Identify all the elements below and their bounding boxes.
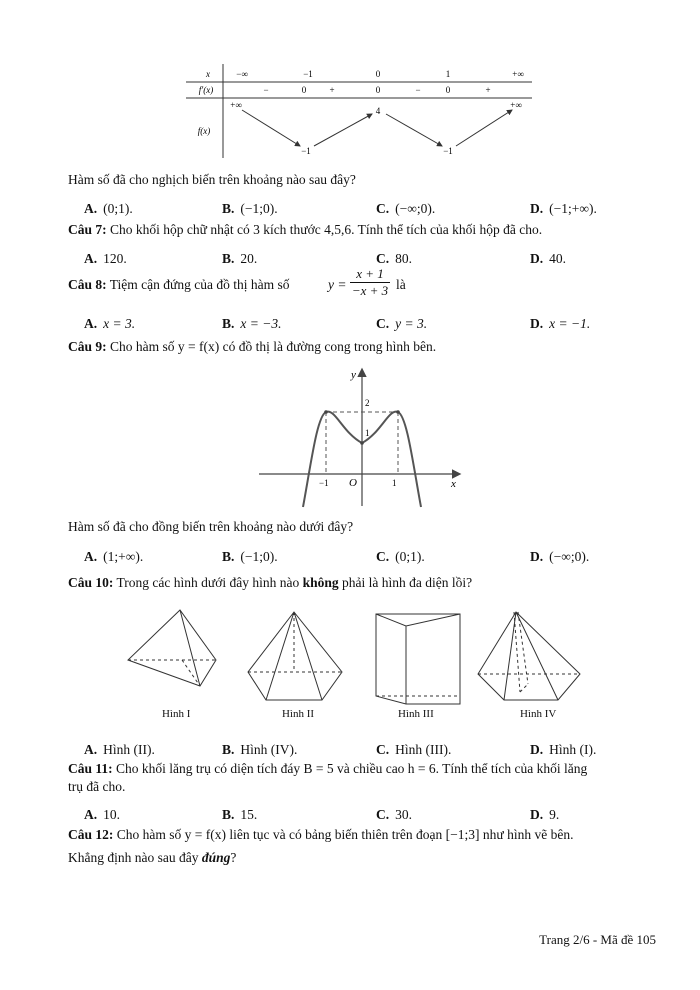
option-b[interactable]: B. (−1;0). (222, 549, 278, 564)
f-value-right-top: +∞ (510, 100, 522, 110)
row-f-label: f(x) (197, 126, 211, 136)
q8-after: là (396, 277, 406, 292)
q10-options (0, 741, 700, 759)
x-value: +∞ (512, 69, 524, 79)
tick-neg1: −1 (319, 478, 329, 488)
y-axis-label: y (351, 369, 356, 381)
option-d[interactable]: D. (−∞;0). (530, 549, 590, 564)
q9-text (68, 338, 436, 356)
q8-body: Tiệm cận đứng của đồ thị hàm số (109, 277, 290, 292)
q10-text (68, 574, 472, 592)
q11-body: Cho khối lăng trụ có diện tích đáy B = 5 và chiều cao h = 6. Tính thể tích của khối lăng (116, 761, 588, 776)
q12-emphasis: đúng (201, 850, 231, 865)
q8-y-eq: y = (328, 277, 347, 292)
x-value: 1 (445, 69, 451, 79)
option-d[interactable]: D. Hình (I). (530, 742, 597, 757)
fp-sign: + (329, 85, 335, 95)
x-axis-label: x (451, 478, 456, 490)
figure-hinh-2 (246, 608, 346, 706)
figure-caption: Hình IV (520, 708, 557, 720)
x-value: −∞ (236, 69, 248, 79)
q7-number: Câu 7: (68, 222, 107, 237)
q9-body: Cho hàm số y = f(x) có đồ thị là đường cong trong hình bên. (110, 339, 437, 354)
q9-prompt: Hàm số đã cho đồng biến trên khoảng nào dưới đây? (68, 519, 354, 534)
q8-numerator: x + 1 (350, 266, 390, 283)
label-1: 1 (365, 428, 370, 438)
q9-options (0, 548, 700, 566)
q8-number: Câu 8: (68, 277, 107, 292)
x-value: −1 (303, 69, 313, 79)
option-d[interactable]: D. (−1;+∞). (530, 201, 597, 216)
option-c[interactable]: C. (−∞;0). (376, 201, 436, 216)
row-x-label: x (206, 69, 210, 79)
figure-caption: Hình II (282, 708, 315, 720)
option-d[interactable]: D. 40. (530, 251, 566, 266)
q12-text (68, 826, 573, 844)
q8-options (0, 315, 700, 333)
fp-sign: 0 (375, 85, 381, 95)
option-c[interactable]: C. y = 3. (376, 316, 428, 331)
q12-number: Câu 12: (68, 827, 114, 842)
figure-hinh-1 (124, 606, 226, 706)
option-a[interactable]: A. x = 3. (84, 316, 136, 331)
option-d[interactable]: D. x = −1. (530, 316, 591, 331)
figure-caption: Hình III (398, 708, 434, 720)
q8-denominator: −x + 3 (351, 283, 389, 298)
option-c[interactable]: C. 30. (376, 807, 412, 822)
q10-number: Câu 10: (68, 575, 114, 590)
tick-1: 1 (392, 478, 397, 488)
option-c[interactable]: C. 80. (376, 251, 412, 266)
option-a[interactable]: A. 10. (84, 807, 120, 822)
option-b[interactable]: B. x = −3. (222, 316, 282, 331)
q10-body-bold: không (302, 575, 339, 590)
fp-sign: 0 (301, 85, 307, 95)
label-2: 2 (365, 398, 370, 408)
option-b[interactable]: B. Hình (IV). (222, 742, 298, 757)
variation-table (180, 62, 540, 158)
option-a[interactable]: A. Hình (II). (84, 742, 155, 757)
figure-hinh-3 (368, 610, 468, 706)
figure-caption: Hình I (162, 708, 191, 720)
f-value-min1: −1 (301, 146, 311, 156)
x-value: 0 (375, 69, 381, 79)
q8-text (68, 276, 289, 294)
page-footer: Trang 2/6 - Mã đề 105 (539, 932, 656, 947)
option-a[interactable]: A. (1;+∞). (84, 549, 144, 564)
option-c[interactable]: C. Hình (III). (376, 742, 452, 757)
option-c[interactable]: C. (0;1). (376, 549, 425, 564)
q10-body-before: Trong các hình dưới đây hình nào (116, 575, 300, 590)
q11-number: Câu 11: (68, 761, 113, 776)
q7-text (68, 221, 542, 239)
q9-number: Câu 9: (68, 339, 107, 354)
f-value-left-top: +∞ (230, 100, 242, 110)
origin-label: O (349, 477, 357, 489)
option-b[interactable]: B. 15. (222, 807, 258, 822)
q7-body: Cho khối hộp chữ nhật có 3 kích thước 4,5,6. Tính thể tích của khối hộp đã cho. (110, 222, 543, 237)
f-value-min2: −1 (443, 146, 453, 156)
figure-hinh-4 (476, 608, 584, 706)
q6-prompt: Hàm số đã cho nghịch biến trên khoảng nào sau đây? (68, 172, 356, 187)
q12-text-line2: Khẳng định nào sau đây đúng? (68, 850, 237, 865)
q11-options (0, 806, 700, 824)
fp-sign: − (263, 85, 269, 95)
row-fp-label: f'(x) (198, 85, 214, 95)
q11-text-line2: trụ đã cho. (68, 779, 126, 794)
option-b[interactable]: B. (−1;0). (222, 201, 278, 216)
q10-body-after: phải là hình đa diện lồi? (342, 575, 473, 590)
q8-fraction (350, 266, 390, 299)
q12-body: Cho hàm số y = f(x) liên tục và có bảng biến thiên trên đoạn [−1;3] như hình vẽ bên. (116, 827, 574, 842)
option-a[interactable]: A. (0;1). (84, 201, 133, 216)
fp-sign: 0 (445, 85, 451, 95)
fp-sign: − (415, 85, 421, 95)
f-value-max: 4 (375, 106, 381, 116)
q9-graph (255, 364, 465, 510)
fp-sign: + (485, 85, 491, 95)
q6-options (0, 200, 700, 218)
q11-text (68, 760, 587, 778)
option-d[interactable]: D. 9. (530, 807, 560, 822)
option-a[interactable]: A. 120. (84, 251, 127, 266)
option-b[interactable]: B. 20. (222, 251, 258, 266)
